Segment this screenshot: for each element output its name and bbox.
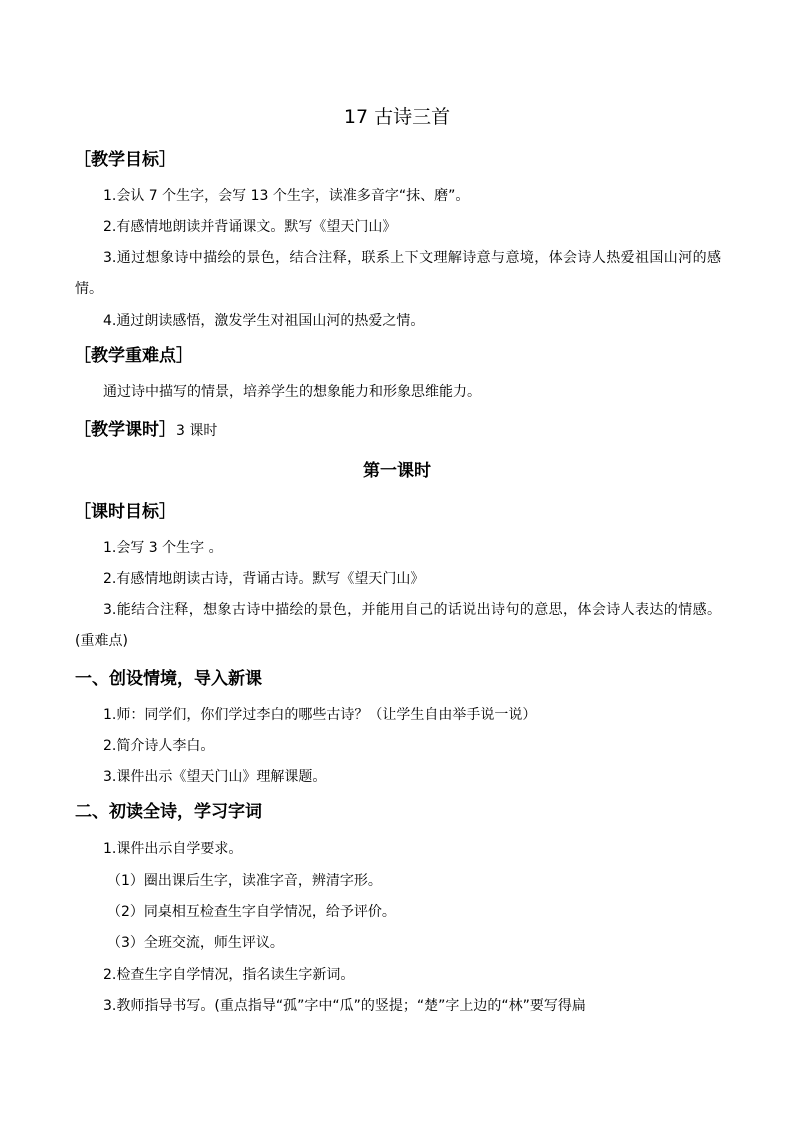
lesson-title: 第一课时	[363, 461, 431, 481]
key-points-heading: ［教学重难点］	[74, 346, 193, 366]
lesson-goal-item: 1.会写 3 个生字 。	[103, 540, 223, 556]
section-2-subitem: （3）全班交流，师生评议。	[107, 935, 284, 951]
class-hours-label: ［教学课时］	[74, 420, 176, 440]
lesson-goal-item: 3.能结合注释，想象古诗中描绘的景色，并能用自己的话说出诗句的意思，体会诗人表达的情感。(重难点)	[75, 602, 721, 649]
lesson-goals-heading: ［课时目标］	[74, 502, 176, 522]
section-1-item: 1.师：同学们，你们学过李白的哪些古诗？（让学生自由举手说一说）	[103, 707, 537, 723]
section-2-item: 2.检查生字自学情况，指名读生字新词。	[103, 967, 355, 983]
page-title: 17 古诗三首	[343, 106, 451, 128]
class-hours-heading	[74, 418, 217, 443]
section-1-item: 3.课件出示《望天门山》理解课题。	[103, 769, 327, 785]
lesson-goal-item: 2.有感情地朗读古诗，背诵古诗。默写《望天门山》	[103, 571, 425, 587]
class-hours-value: 3 课时	[176, 423, 218, 439]
objective-item: 4.通过朗读感悟，激发学生对祖国山河的热爱之情。	[103, 313, 425, 329]
section-1-item: 2.简介诗人李白。	[103, 738, 215, 754]
objective-item: 1.会认 7 个生字，会写 13 个生字，读准多音字“抹、磨”。	[103, 188, 470, 204]
section-1-heading: 一、创设情境，导入新课	[75, 669, 262, 689]
section-2-subitem: （1）圈出课后生字，读准字音，辨清字形。	[107, 873, 382, 889]
objective-item: 3.通过想象诗中描绘的景色，结合注释，联系上下文理解诗意与意境，体会诗人热爱祖国山河的感情。	[75, 250, 721, 297]
section-2-item: 1.课件出示自学要求。	[103, 841, 243, 857]
section-2-item: 3.教师指导书写。(重点指导“孤”字中“瓜”的竖提；“楚”字上边的“林”要写得扁	[103, 998, 586, 1014]
objective-item: 2.有感情地朗读并背诵课文。默写《望天门山》	[103, 219, 397, 235]
section-2-subitem: （2）同桌相互检查生字自学情况，给予评价。	[107, 904, 396, 920]
key-points-text: 通过诗中描写的情景，培养学生的想象能力和形象思维能力。	[103, 384, 481, 400]
section-2-heading: 二、初读全诗，学习字词	[75, 802, 262, 822]
objectives-heading: ［教学目标］	[74, 150, 176, 170]
